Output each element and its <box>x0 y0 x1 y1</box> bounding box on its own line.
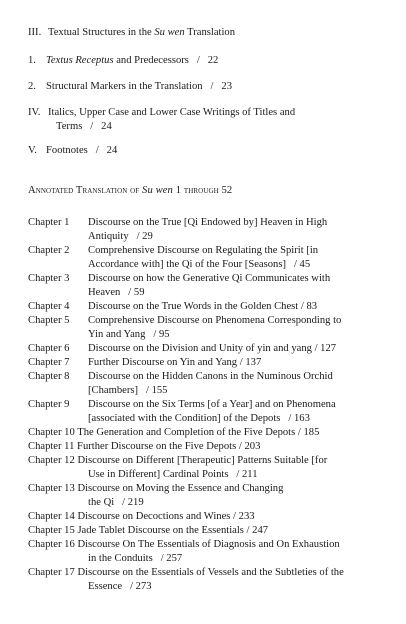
chapter-title: Discourse on the Six Terms [of a Year] and on Phenomena <box>88 399 336 410</box>
chapter-page: 137 <box>245 357 262 368</box>
entry-number: IV. <box>28 107 41 118</box>
toc-entry <box>28 26 384 40</box>
chapter-label: Chapter 17 <box>28 567 78 578</box>
chapter-line <box>88 370 382 384</box>
chapter-label: Chapter 14 <box>28 511 78 522</box>
entry-text: Italics, Upper Case and Lower Case Writings of Titles and <box>48 107 296 118</box>
chapter-title-continued: Antiquity <box>88 231 129 242</box>
chapter-title: Discourse on the Hidden Canons in the Numinous Orchid <box>88 371 333 382</box>
chapter-label: Chapter 6 <box>28 343 70 354</box>
chapter-page: 163 <box>293 413 310 424</box>
chapter-title-continued: in the Conduits <box>88 553 153 564</box>
entry-title <box>28 26 384 40</box>
chapter-entry <box>28 426 382 440</box>
chapter-line <box>88 342 382 356</box>
chapter-title: Discourse on the True [Qi Endowed by] Heaven in High <box>88 217 328 228</box>
entry-separator: / <box>82 121 102 132</box>
chapter-title: Discourse On The Essentials of Diagnosis and On Exhaustion <box>77 539 340 550</box>
entry-text: Terms <box>56 121 83 132</box>
toc-entry <box>28 54 384 68</box>
chapter-page: 247 <box>252 525 269 536</box>
chapter-label: Chapter 3 <box>28 273 70 284</box>
chapter-entry <box>28 510 382 524</box>
chapter-title-continued: Use in Different] Cardinal Points <box>88 469 229 480</box>
entry-number: 1. <box>28 55 36 66</box>
chapter-line <box>28 482 382 496</box>
chapter-title: Discourse on Different [Therapeutic] Patterns Suitable [for <box>77 455 328 466</box>
chapter-label: Chapter 12 <box>28 455 78 466</box>
chapter-entry <box>28 538 382 566</box>
chapter-line-continued <box>88 258 382 272</box>
chapter-line <box>28 426 382 440</box>
chapter-title: Comprehensive Discourse on Phenomena Corresponding to <box>88 315 342 326</box>
heading-part2: 1 through 52 <box>172 185 233 196</box>
entry-separator: / <box>87 145 107 156</box>
chapter-separator: / <box>298 301 307 312</box>
chapter-separator: / <box>120 287 134 298</box>
entry-italic: Su wen <box>154 27 185 38</box>
chapter-entry <box>28 356 382 370</box>
chapter-title-continued: Essence <box>88 581 123 592</box>
toc-entry <box>28 80 384 94</box>
chapter-line-continued <box>88 384 382 398</box>
chapter-entry <box>28 566 382 594</box>
chapter-entry <box>28 314 382 342</box>
chapter-label: Chapter 9 <box>28 399 70 410</box>
chapter-page: 203 <box>244 441 261 452</box>
chapter-title-continued: Yin and Yang <box>88 329 146 340</box>
chapter-separator: / <box>138 385 152 396</box>
chapter-title: Jade Tablet Discourse on the Essentials <box>77 525 244 536</box>
entry-number: V. <box>28 145 37 156</box>
entry-text-after: Translation <box>184 27 236 38</box>
chapter-page: 29 <box>142 231 153 242</box>
chapter-entry <box>28 454 382 482</box>
section-heading <box>28 184 232 198</box>
chapter-label: Chapter 11 <box>28 441 78 452</box>
chapter-line-continued <box>88 286 382 300</box>
entry-title <box>28 80 384 94</box>
chapter-line <box>88 314 382 328</box>
chapter-title: Further Discourse on the Five Depots <box>77 441 237 452</box>
entry-continuation <box>28 120 384 134</box>
chapter-title-continued: [associated with the Condition] of the Depots <box>88 413 281 424</box>
chapter-title-continued: [Chambers] <box>88 385 139 396</box>
entry-title <box>28 106 384 120</box>
entry-text-after: and Predecessors <box>113 55 189 66</box>
toc-entry <box>28 106 384 134</box>
chapter-label: Chapter 5 <box>28 315 70 326</box>
chapter-title: Discourse on how the Generative Qi Communicates with <box>88 273 331 284</box>
chapter-page: 273 <box>135 581 152 592</box>
chapter-title: Discourse on Decoctions and Wines <box>77 511 231 522</box>
chapter-line <box>88 216 382 230</box>
chapter-separator: / <box>230 511 239 522</box>
chapter-label: Chapter 16 <box>28 539 78 550</box>
entry-number: III. <box>28 27 42 38</box>
heading-part1: Annotated Translation of <box>28 185 143 196</box>
chapter-line-continued <box>28 496 382 510</box>
chapter-entry <box>28 398 382 426</box>
chapter-page: 59 <box>133 287 145 298</box>
entry-text: Footnotes <box>46 145 88 156</box>
chapter-line <box>28 524 382 538</box>
chapter-entry <box>28 370 382 398</box>
chapter-page: 257 <box>166 553 183 564</box>
chapter-line-continued <box>28 468 382 482</box>
chapter-entry <box>28 440 382 454</box>
chapter-separator: / <box>228 469 242 480</box>
chapter-separator: / <box>122 581 136 592</box>
chapter-title: Discourse on the True Words in the Golden Chest <box>88 301 299 312</box>
chapter-title: Discourse on the Essentials of Vessels and the Subtleties of the <box>77 567 344 578</box>
chapter-line <box>28 440 382 454</box>
chapter-entry <box>28 300 382 314</box>
chapter-page: 45 <box>299 259 311 270</box>
chapter-label: Chapter 2 <box>28 245 70 256</box>
chapter-line <box>88 398 382 412</box>
chapter-separator: / <box>128 231 143 242</box>
chapter-label: Chapter 15 <box>28 525 78 536</box>
chapter-title: Discourse on the Division and Unity of yin and yang <box>88 343 312 354</box>
chapter-page: 185 <box>303 427 320 438</box>
chapter-entry <box>28 342 382 356</box>
chapter-line <box>28 454 382 468</box>
chapter-separator: / <box>286 259 300 270</box>
chapter-title: Further Discourse on Yin and Yang <box>88 357 238 368</box>
chapter-title-continued: Heaven <box>88 287 121 298</box>
toc-entry <box>28 144 384 158</box>
entry-page: 23 <box>221 81 232 92</box>
chapter-label: Chapter 1 <box>28 217 70 228</box>
entry-text: Textual Structures in the <box>48 27 155 38</box>
chapter-title: Comprehensive Discourse on Regulating the Spirit [in <box>88 245 319 256</box>
chapter-label: Chapter 10 <box>28 427 78 438</box>
chapter-entry <box>28 482 382 510</box>
chapter-separator: / <box>311 343 321 354</box>
chapter-entry <box>28 272 382 300</box>
entry-page: 24 <box>106 145 118 156</box>
chapter-title-continued: Accordance with] the Qi of the Four [Seasons] <box>88 259 286 270</box>
chapter-entry <box>28 244 382 272</box>
chapter-label: Chapter 7 <box>28 357 70 368</box>
chapter-line <box>88 356 382 370</box>
chapter-label: Chapter 8 <box>28 371 70 382</box>
chapter-line-continued <box>88 328 382 342</box>
chapter-entry <box>28 524 382 538</box>
chapter-separator: / <box>243 525 253 536</box>
chapter-separator: / <box>295 427 304 438</box>
chapter-line-continued <box>88 412 382 426</box>
chapter-separator: / <box>145 329 159 340</box>
chapter-line <box>28 538 382 552</box>
chapter-separator: / <box>237 357 246 368</box>
chapter-line-continued <box>28 552 382 566</box>
chapter-page: 233 <box>238 511 255 522</box>
entry-number: 2. <box>28 81 36 92</box>
chapter-title-continued: the Qi <box>88 497 115 508</box>
entry-separator: / <box>202 81 222 92</box>
chapter-line-continued <box>88 230 382 244</box>
entry-italic: Textus Receptus <box>46 55 114 66</box>
chapter-line <box>88 244 382 258</box>
chapter-separator: / <box>236 441 245 452</box>
entry-page: 22 <box>207 55 219 66</box>
chapter-separator: / <box>152 553 167 564</box>
chapter-line <box>88 272 382 286</box>
chapter-page: 83 <box>306 301 318 312</box>
chapter-label: Chapter 13 <box>28 483 78 494</box>
chapter-page: 155 <box>151 385 168 396</box>
chapter-separator: / <box>280 413 294 424</box>
chapter-list <box>28 216 382 594</box>
entry-title <box>28 144 384 158</box>
chapter-label: Chapter 4 <box>28 301 70 312</box>
chapter-separator: / <box>114 497 128 508</box>
heading-italic: Su wen <box>142 185 173 196</box>
chapter-line <box>88 300 382 314</box>
entry-separator: / <box>188 55 208 66</box>
chapter-line-continued <box>28 580 382 594</box>
chapter-title: The Generation and Completion of the Five Depots <box>77 427 296 438</box>
chapter-title: Discourse on Moving the Essence and Changing <box>77 483 284 494</box>
chapter-page: 219 <box>127 497 144 508</box>
chapter-page: 95 <box>158 329 170 340</box>
chapter-page: 127 <box>320 343 337 354</box>
entry-title <box>28 54 384 68</box>
chapter-entry <box>28 216 382 244</box>
entry-text: Structural Markers in the Translation <box>46 81 203 92</box>
entry-page: 24 <box>101 121 112 132</box>
chapter-line <box>28 510 382 524</box>
chapter-page: 211 <box>242 469 258 480</box>
chapter-line <box>28 566 382 580</box>
